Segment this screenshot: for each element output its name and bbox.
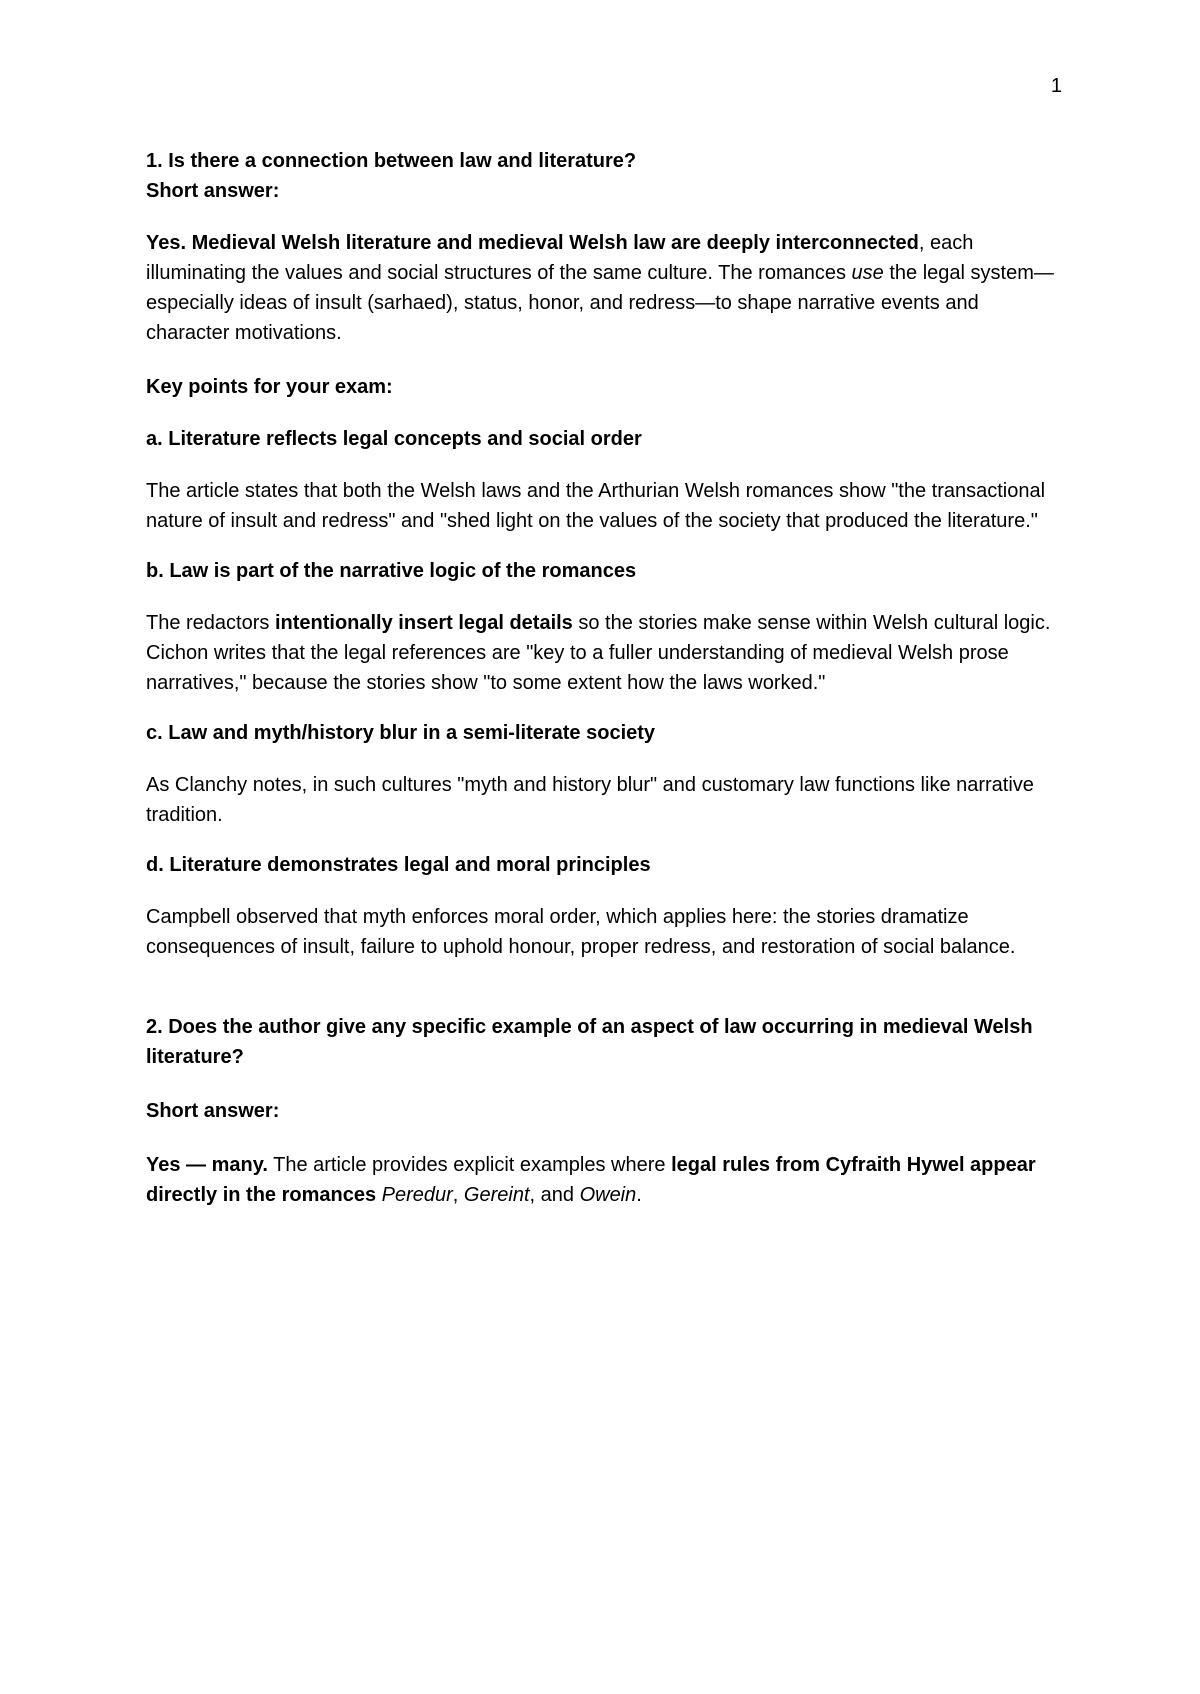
point-b-body-post: so the stories make sense within Welsh cultural logic. Cichon writes that the legal references are "key to a fuller understanding of medieval Welsh prose narratives," because the stories show "to some extent how the laws worked." — [146, 612, 1051, 694]
q1-answer-paragraph — [146, 228, 1066, 348]
work-peredur: Peredur — [381, 1184, 453, 1206]
work-gereint: Gereint — [463, 1184, 530, 1206]
point-c-heading: c. Law and myth/history blur in a semi-literate society — [146, 722, 656, 744]
q1-answer-comma: , — [918, 232, 925, 254]
page-number: 1 — [1050, 75, 1062, 97]
work-owein: Owein — [579, 1184, 637, 1206]
point-c-body: As Clanchy notes, in such cultures "myth and history blur" and customary law functions like narrative tradition. — [146, 774, 1034, 826]
point-b-body — [146, 608, 1066, 698]
q1-answer-text-2: the legal system—especially ideas of insult (sarhaed), status, honor, and redress—to shape narrative events and character motivations. — [146, 262, 1054, 344]
document-body — [146, 146, 1066, 1210]
q1-answer-italic: use — [851, 262, 884, 284]
q2-sep-2: , and — [529, 1184, 580, 1206]
question-1: 1. Is there a connection between law and literature? — [146, 150, 637, 172]
point-b-body-bold: intentionally insert legal details — [274, 612, 573, 634]
point-a-heading: a. Literature reflects legal concepts and social order — [146, 428, 642, 450]
key-points-label: Key points for your exam: — [146, 376, 393, 398]
q2-answer-bold-2: legal rules from Cyfraith Hywel appear directly in the romances — [146, 1154, 1036, 1206]
q2-short-answer-label: Short answer: — [146, 1100, 280, 1122]
point-b-body-pre: The redactors — [146, 612, 275, 634]
question-2: 2. Does the author give any specific example of an aspect of law occurring in medieval Welsh literature? — [146, 1016, 1033, 1068]
q2-answer-bold-1: Yes — many. — [146, 1154, 268, 1176]
q2-sep-1: , — [452, 1184, 464, 1206]
q2-answer-text-1: The article provides explicit examples where — [267, 1154, 672, 1176]
point-d-body: Campbell observed that myth enforces moral order, which applies here: the stories dramatize consequences of insult, failure to uphold honour, proper redress, and restoration of social balance. — [146, 906, 1016, 958]
q1-answer-text-1: each illuminating the values and social structures of the same culture. The romances — [146, 232, 974, 284]
q1-short-answer-label: Short answer: — [146, 180, 280, 202]
point-b-heading: b. Law is part of the narrative logic of the romances — [146, 560, 637, 582]
q1-answer-bold: Yes. Medieval Welsh literature and medieval Welsh law are deeply interconnected — [146, 232, 919, 254]
q2-answer-paragraph — [146, 1150, 1066, 1210]
point-a-body: The article states that both the Welsh laws and the Arthurian Welsh romances show "the transactional nature of insult and redress" and "shed light on the values of the society that produced the literature." — [146, 480, 1046, 532]
q2-end: . — [636, 1184, 642, 1206]
point-d-heading: d. Literature demonstrates legal and moral principles — [146, 854, 651, 876]
